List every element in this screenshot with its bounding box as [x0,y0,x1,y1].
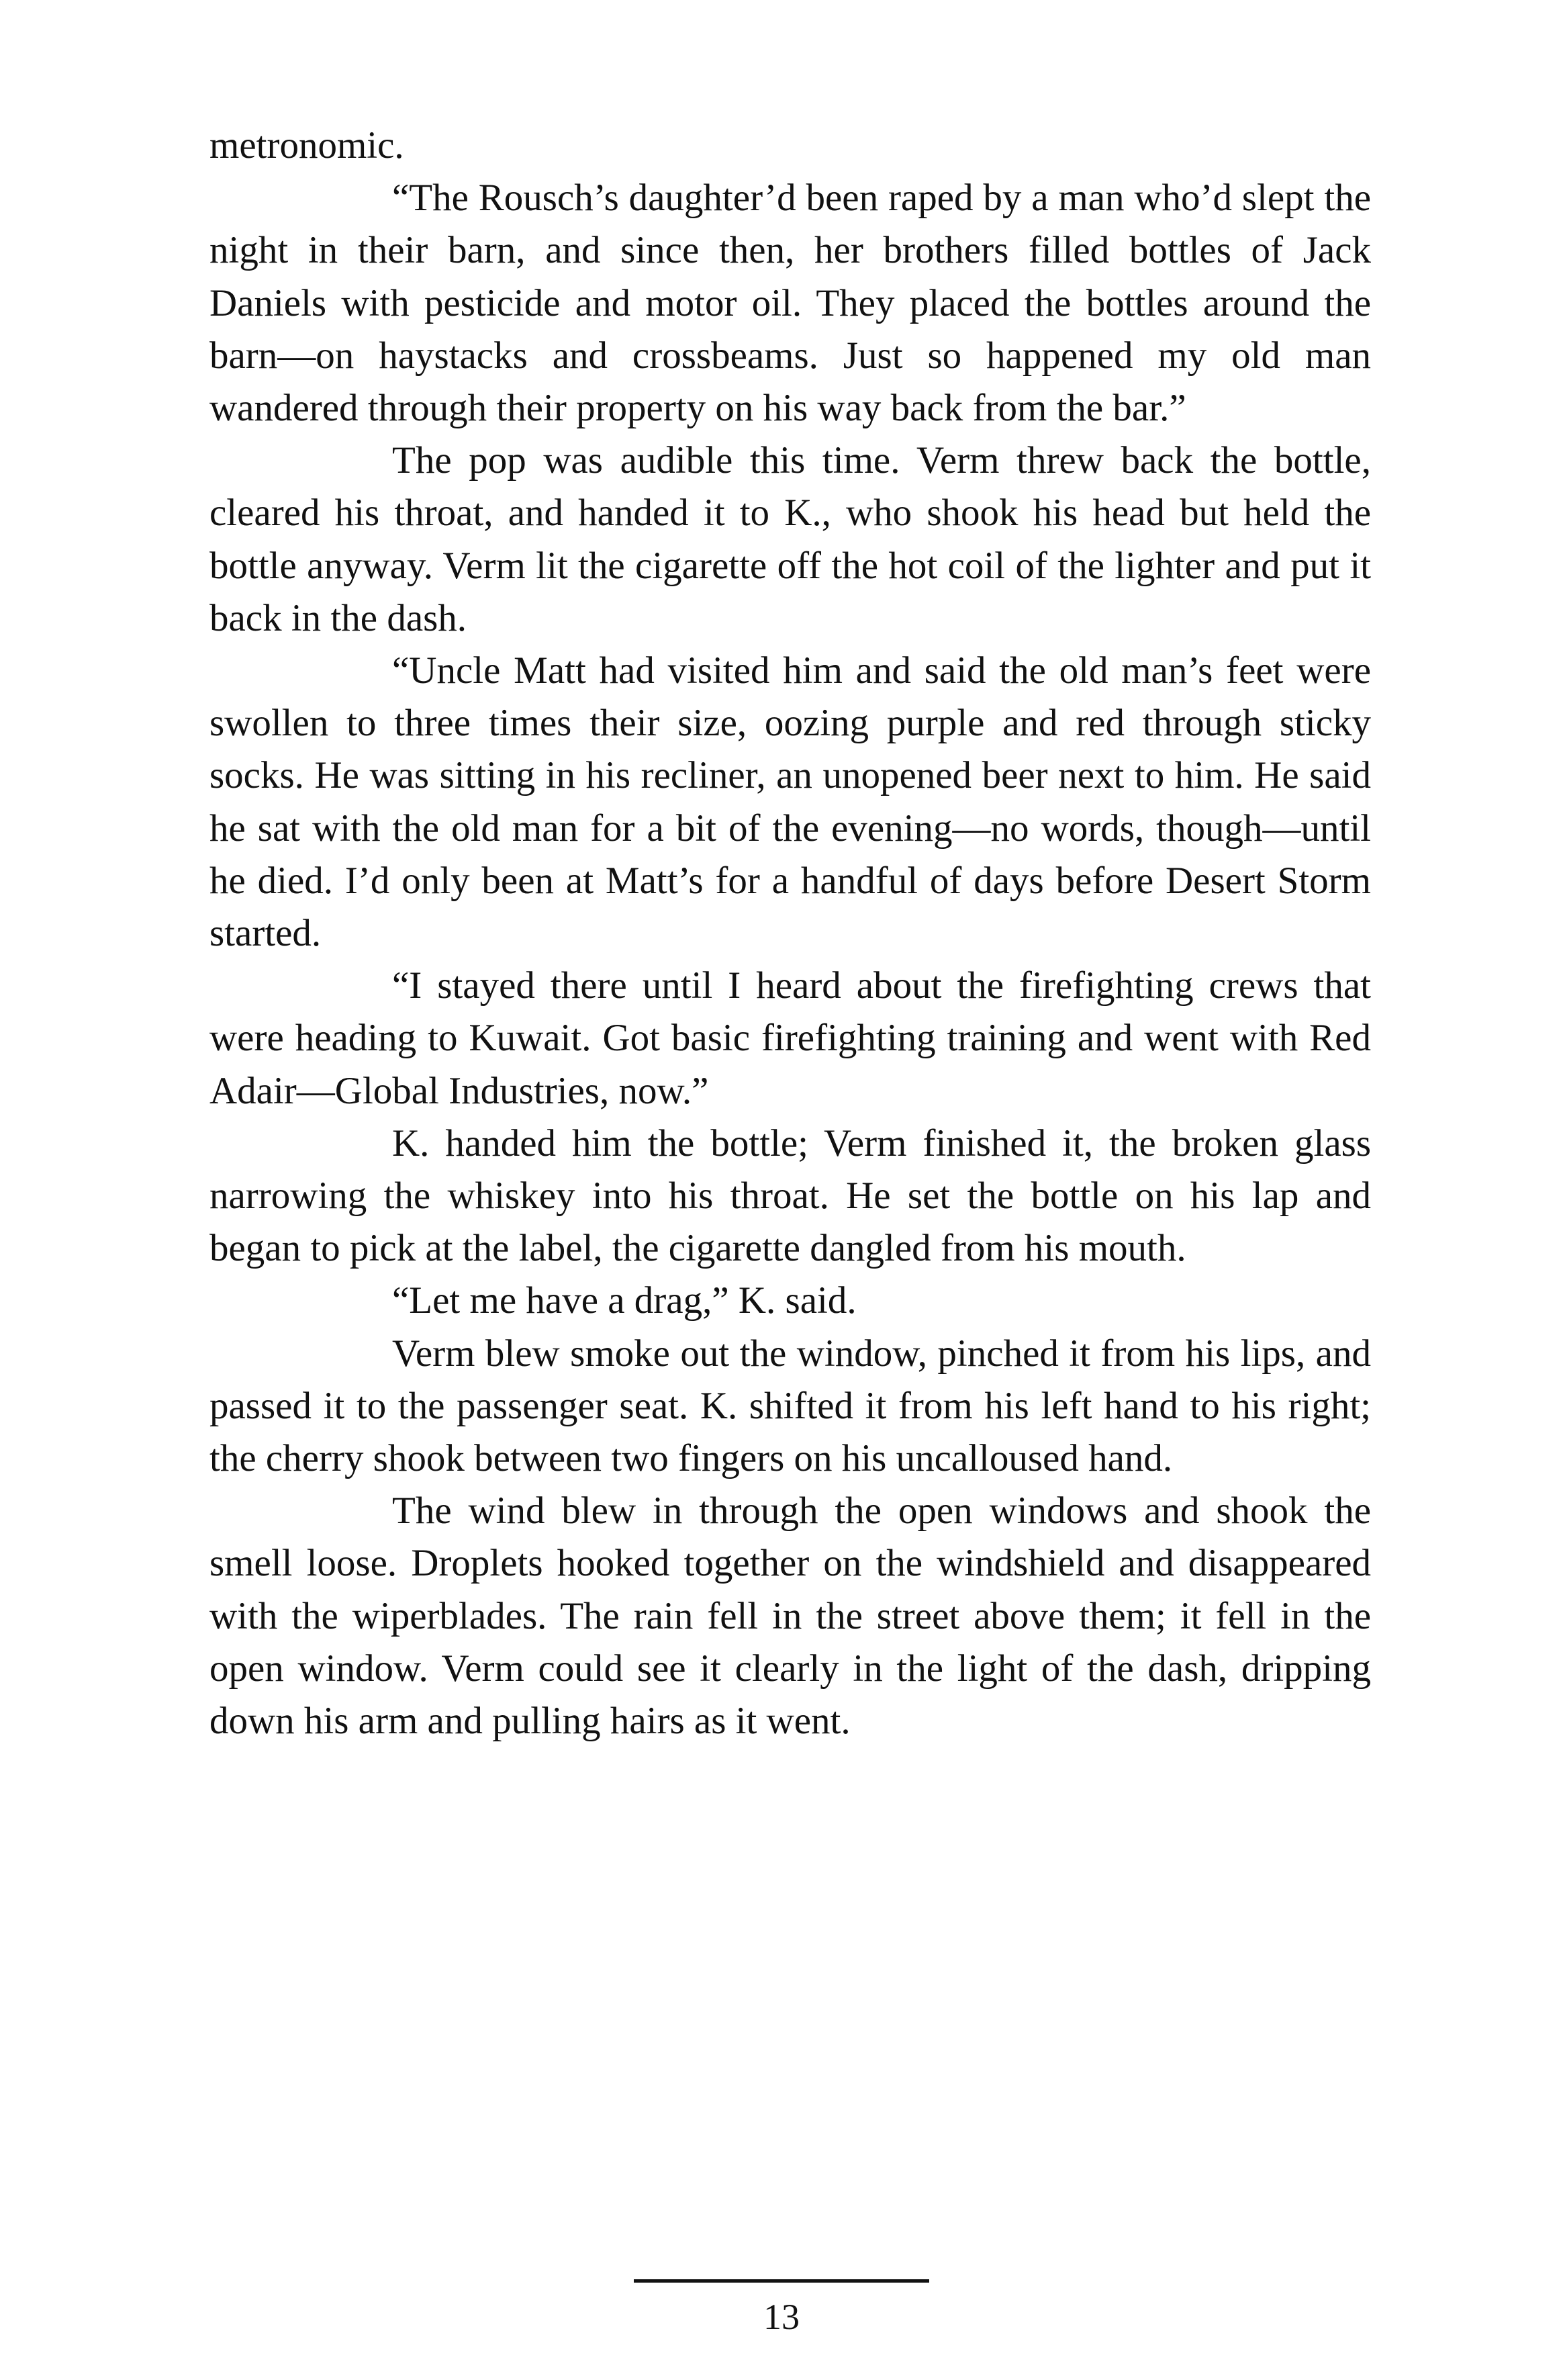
page-number: 13 [763,2297,800,2337]
paragraph-continuation: metronomic. [209,124,404,167]
body-text [209,120,1371,1747]
paragraph: “Let me have a drag,” K. said. [392,1279,857,1322]
paragraph: “I stayed there until I heard about the firefighting crews that were heading to Kuwait. Got basic firefighting training and went with Red Adair—Global Industries, now.” [209,964,1371,1112]
paragraph: The pop was audible this time. Verm threw back the bottle, cleared his throat, and handed it to K., who shook his head but held the bottle anyway. Verm lit the cigarette off the hot coil of the lighter and put it back in the dash. [209,439,1371,639]
paragraph: “Uncle Matt had visited him and said the old man’s feet were swollen to three times their size, oozing purple and red through sticky socks. He was sitting in his recliner, an unopened beer next to him. He said he sat with the old man for a bit of the evening—no words, though—until he died. I’d only been at Matt’s for a handful of days before Desert Storm started. [209,649,1371,955]
paragraph: “The Rousch’s daughter’d been raped by a man who’d slept the night in their barn, and since then, her brothers filled bottles of Jack Daniels with pesticide and motor oil. They placed the bottles around the barn—on haystacks and crossbeams. Just so happened my old man wandered through their property on his way back from the bar.” [209,177,1371,430]
paragraph: Verm blew smoke out the window, pinched it from his lips, and passed it to the passenger seat. K. shifted it from his left hand to his right; the cherry shook between two fingers on his uncalloused hand. [209,1332,1371,1480]
footer-rule [634,2279,929,2283]
paragraph: K. handed him the bottle; Verm finished it, the broken glass narrowing the whiskey into his throat. He set the bottle on his lap and began to pick at the label, the cigarette dangled from his mouth. [209,1122,1371,1270]
paragraph: The wind blew in through the open windows and shook the smell loose. Droplets hooked together on the windshield and disappeared with the wiperblades. The rain fell in the street above them; it fell in the open window. Verm could see it clearly in the light of the dash, dripping down his arm and pulling hairs as it went. [209,1490,1371,1743]
